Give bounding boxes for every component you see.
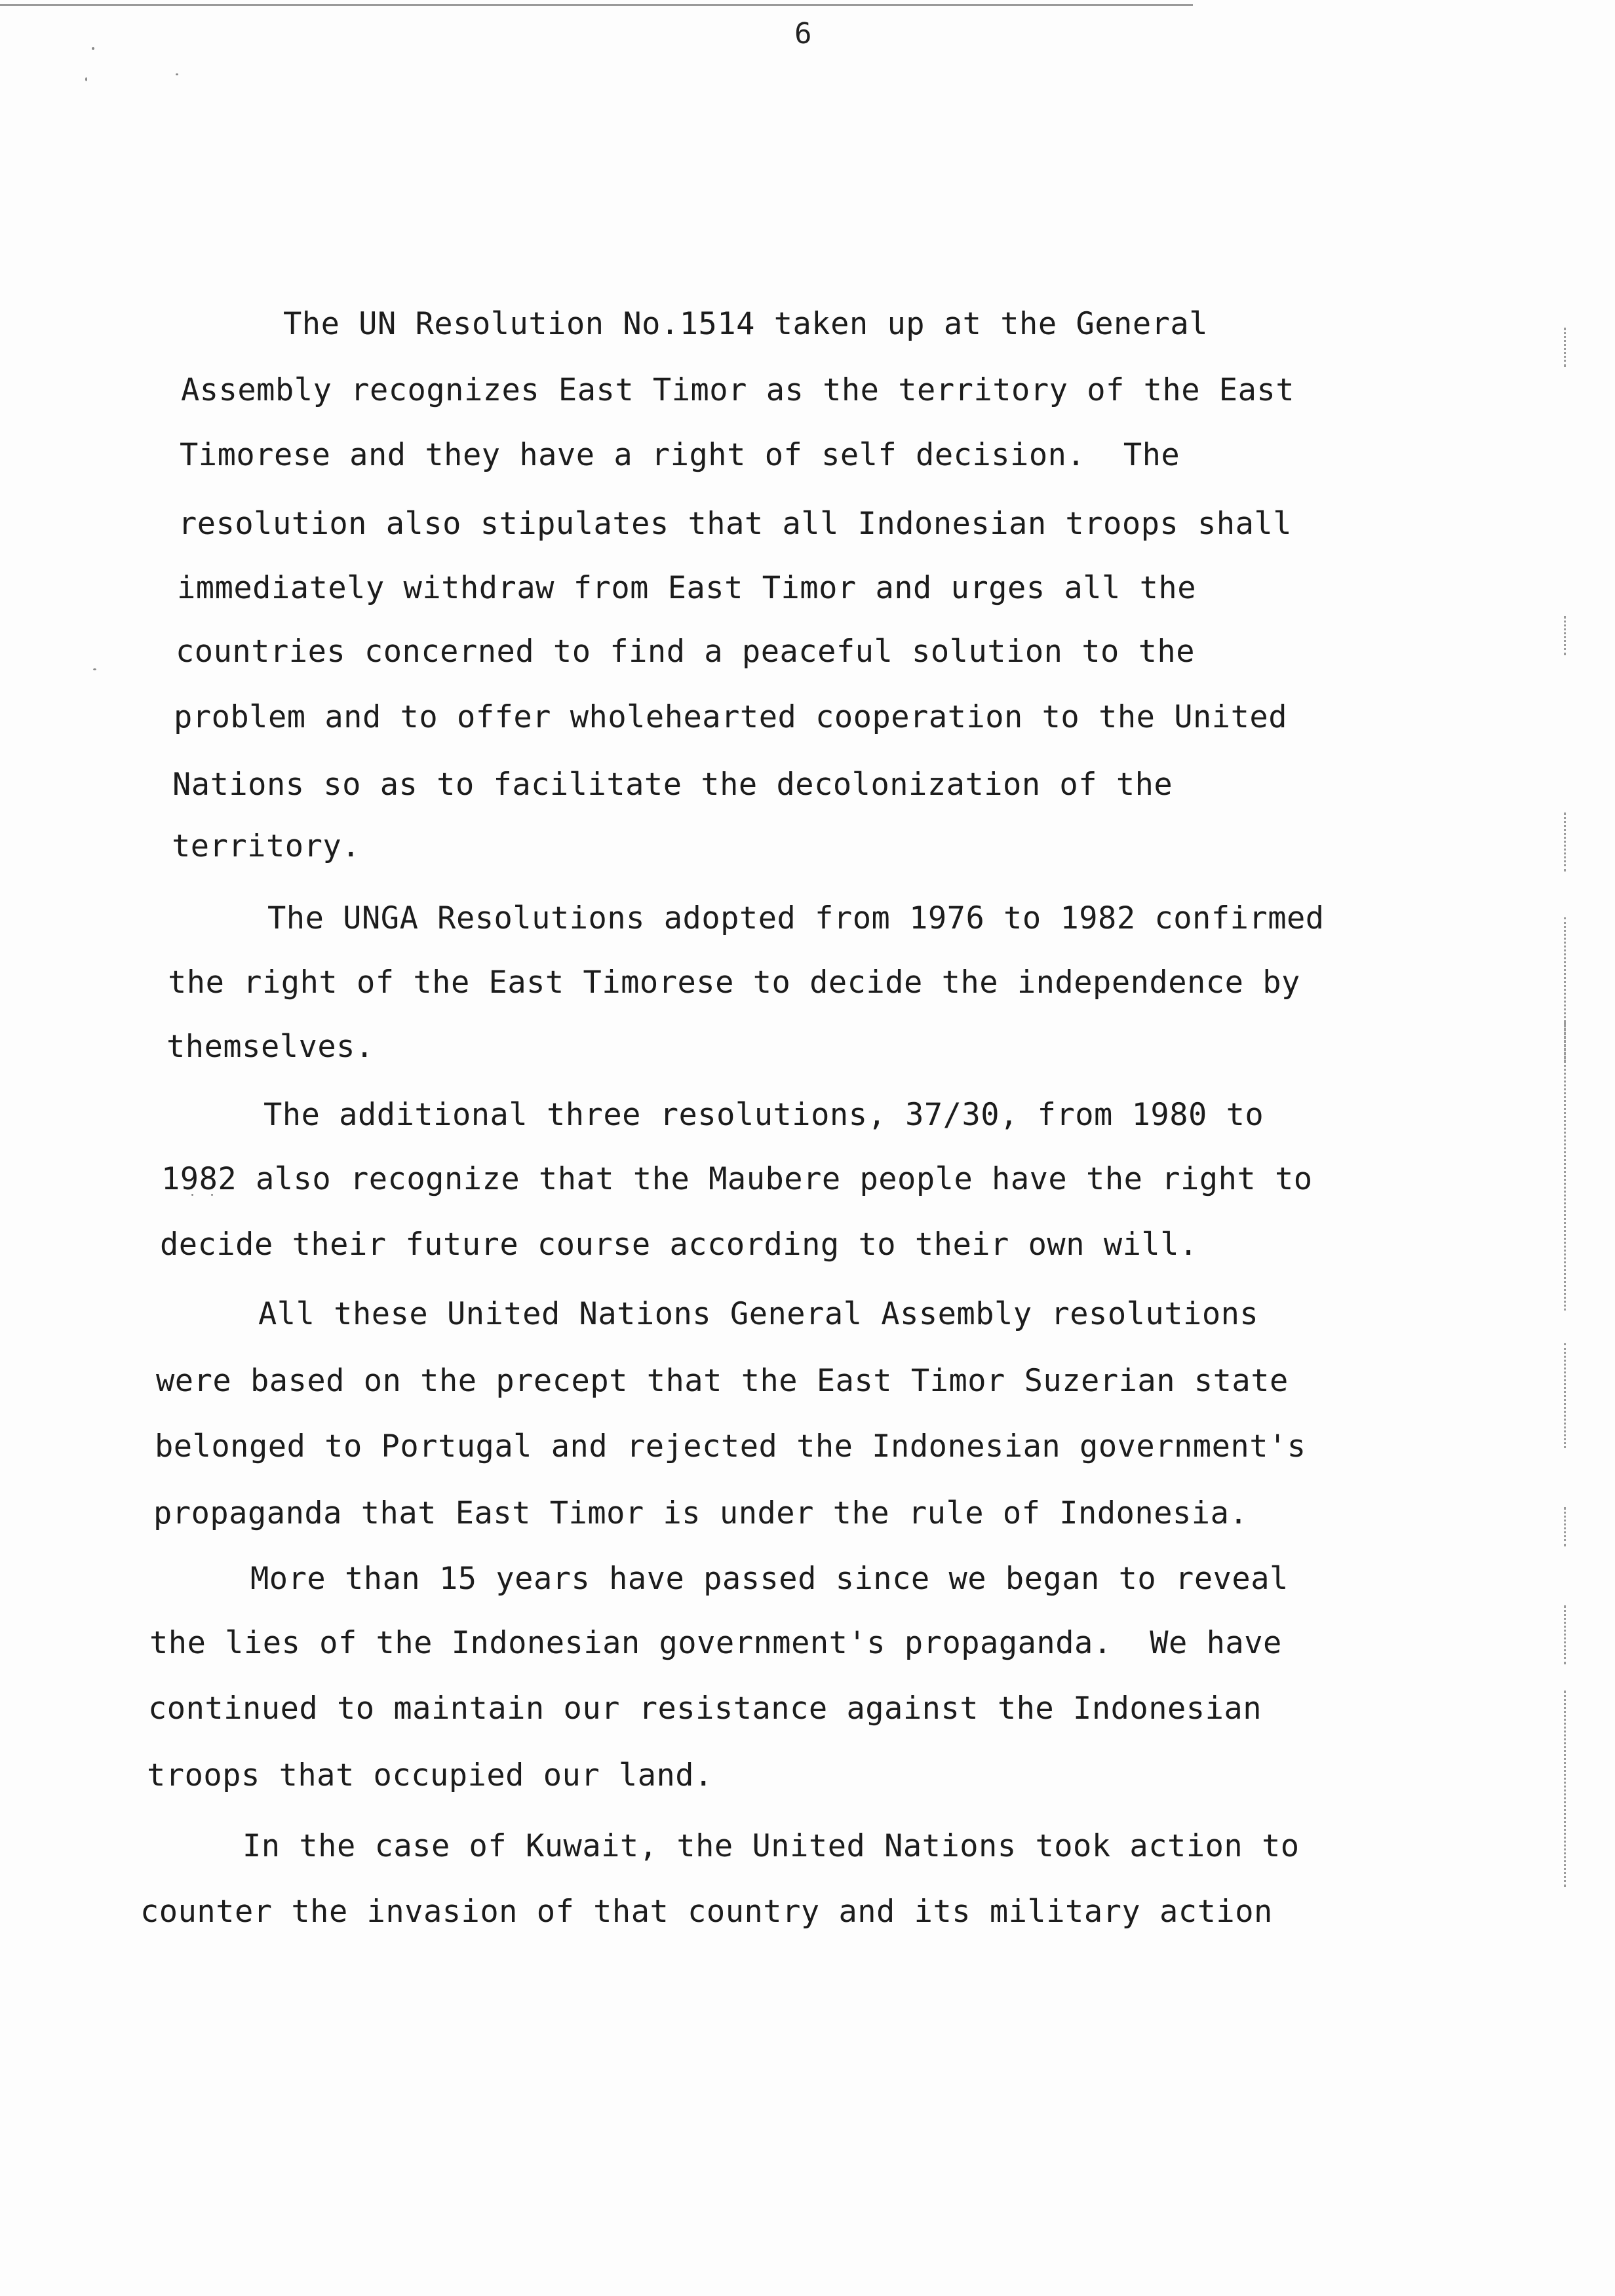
paragraph-2-line-2: the right of the East Timorese to decide the independence by bbox=[168, 965, 1300, 1001]
paragraph-5-line-1: More than 15 years have passed since we began to reveal bbox=[250, 1561, 1289, 1597]
paragraph-5-line-2: the lies of the Indonesian government's propaganda. We have bbox=[149, 1625, 1282, 1661]
paragraph-5-line-3: continued to maintain our resistance against the Indonesian bbox=[148, 1691, 1262, 1727]
paragraph-2-line-1: The UNGA Resolutions adopted from 1976 to 1982 confirmed bbox=[267, 900, 1325, 936]
paragraph-6-line-2: counter the invasion of that country and its military action bbox=[140, 1894, 1273, 1930]
paragraph-4-line-4: propaganda that East Timor is under the rule of Indonesia. bbox=[153, 1495, 1249, 1531]
paragraph-1-line-6: countries concerned to find a peaceful solution to the bbox=[176, 634, 1196, 670]
paragraph-6-line-1: In the case of Kuwait, the United Nations took action to bbox=[243, 1828, 1300, 1864]
paragraph-2-line-3: themselves. bbox=[166, 1029, 374, 1065]
paragraph-3-line-2: 1982 also recognize that the Maubere people have the right to bbox=[161, 1161, 1313, 1197]
paragraph-3-line-3: decide their future course according to their own will. bbox=[160, 1227, 1198, 1263]
page-number: 6 bbox=[794, 17, 812, 50]
paragraph-1-line-5: immediately withdraw from East Timor and urges all the bbox=[177, 570, 1197, 606]
paragraph-1-line-8: Nations so as to facilitate the decolonization of the bbox=[172, 767, 1173, 803]
paragraph-1-line-3: Timorese and they have a right of self decision. The bbox=[180, 437, 1180, 473]
paragraph-1-line-7: problem and to offer wholehearted cooperation to the United bbox=[174, 699, 1287, 735]
paragraph-4-line-1: All these United Nations General Assembly resolutions bbox=[258, 1296, 1259, 1332]
paragraph-4-line-3: belonged to Portugal and rejected the Indonesian government's bbox=[155, 1428, 1306, 1464]
paragraph-5-line-4: troops that occupied our land. bbox=[147, 1757, 713, 1793]
paragraph-4-line-2: were based on the precept that the East Timor Suzerian state bbox=[156, 1363, 1289, 1399]
paragraph-1-line-9: territory. bbox=[172, 828, 360, 864]
paragraph-1-line-4: resolution also stipulates that all Indonesian troops shall bbox=[178, 506, 1292, 542]
paragraph-1-line-1: The UN Resolution No.1514 taken up at the General bbox=[283, 306, 1209, 342]
paragraph-1-line-2: Assembly recognizes East Timor as the territory of the East bbox=[181, 372, 1294, 408]
paragraph-3-line-1: The additional three resolutions, 37/30, from 1980 to bbox=[263, 1097, 1264, 1133]
